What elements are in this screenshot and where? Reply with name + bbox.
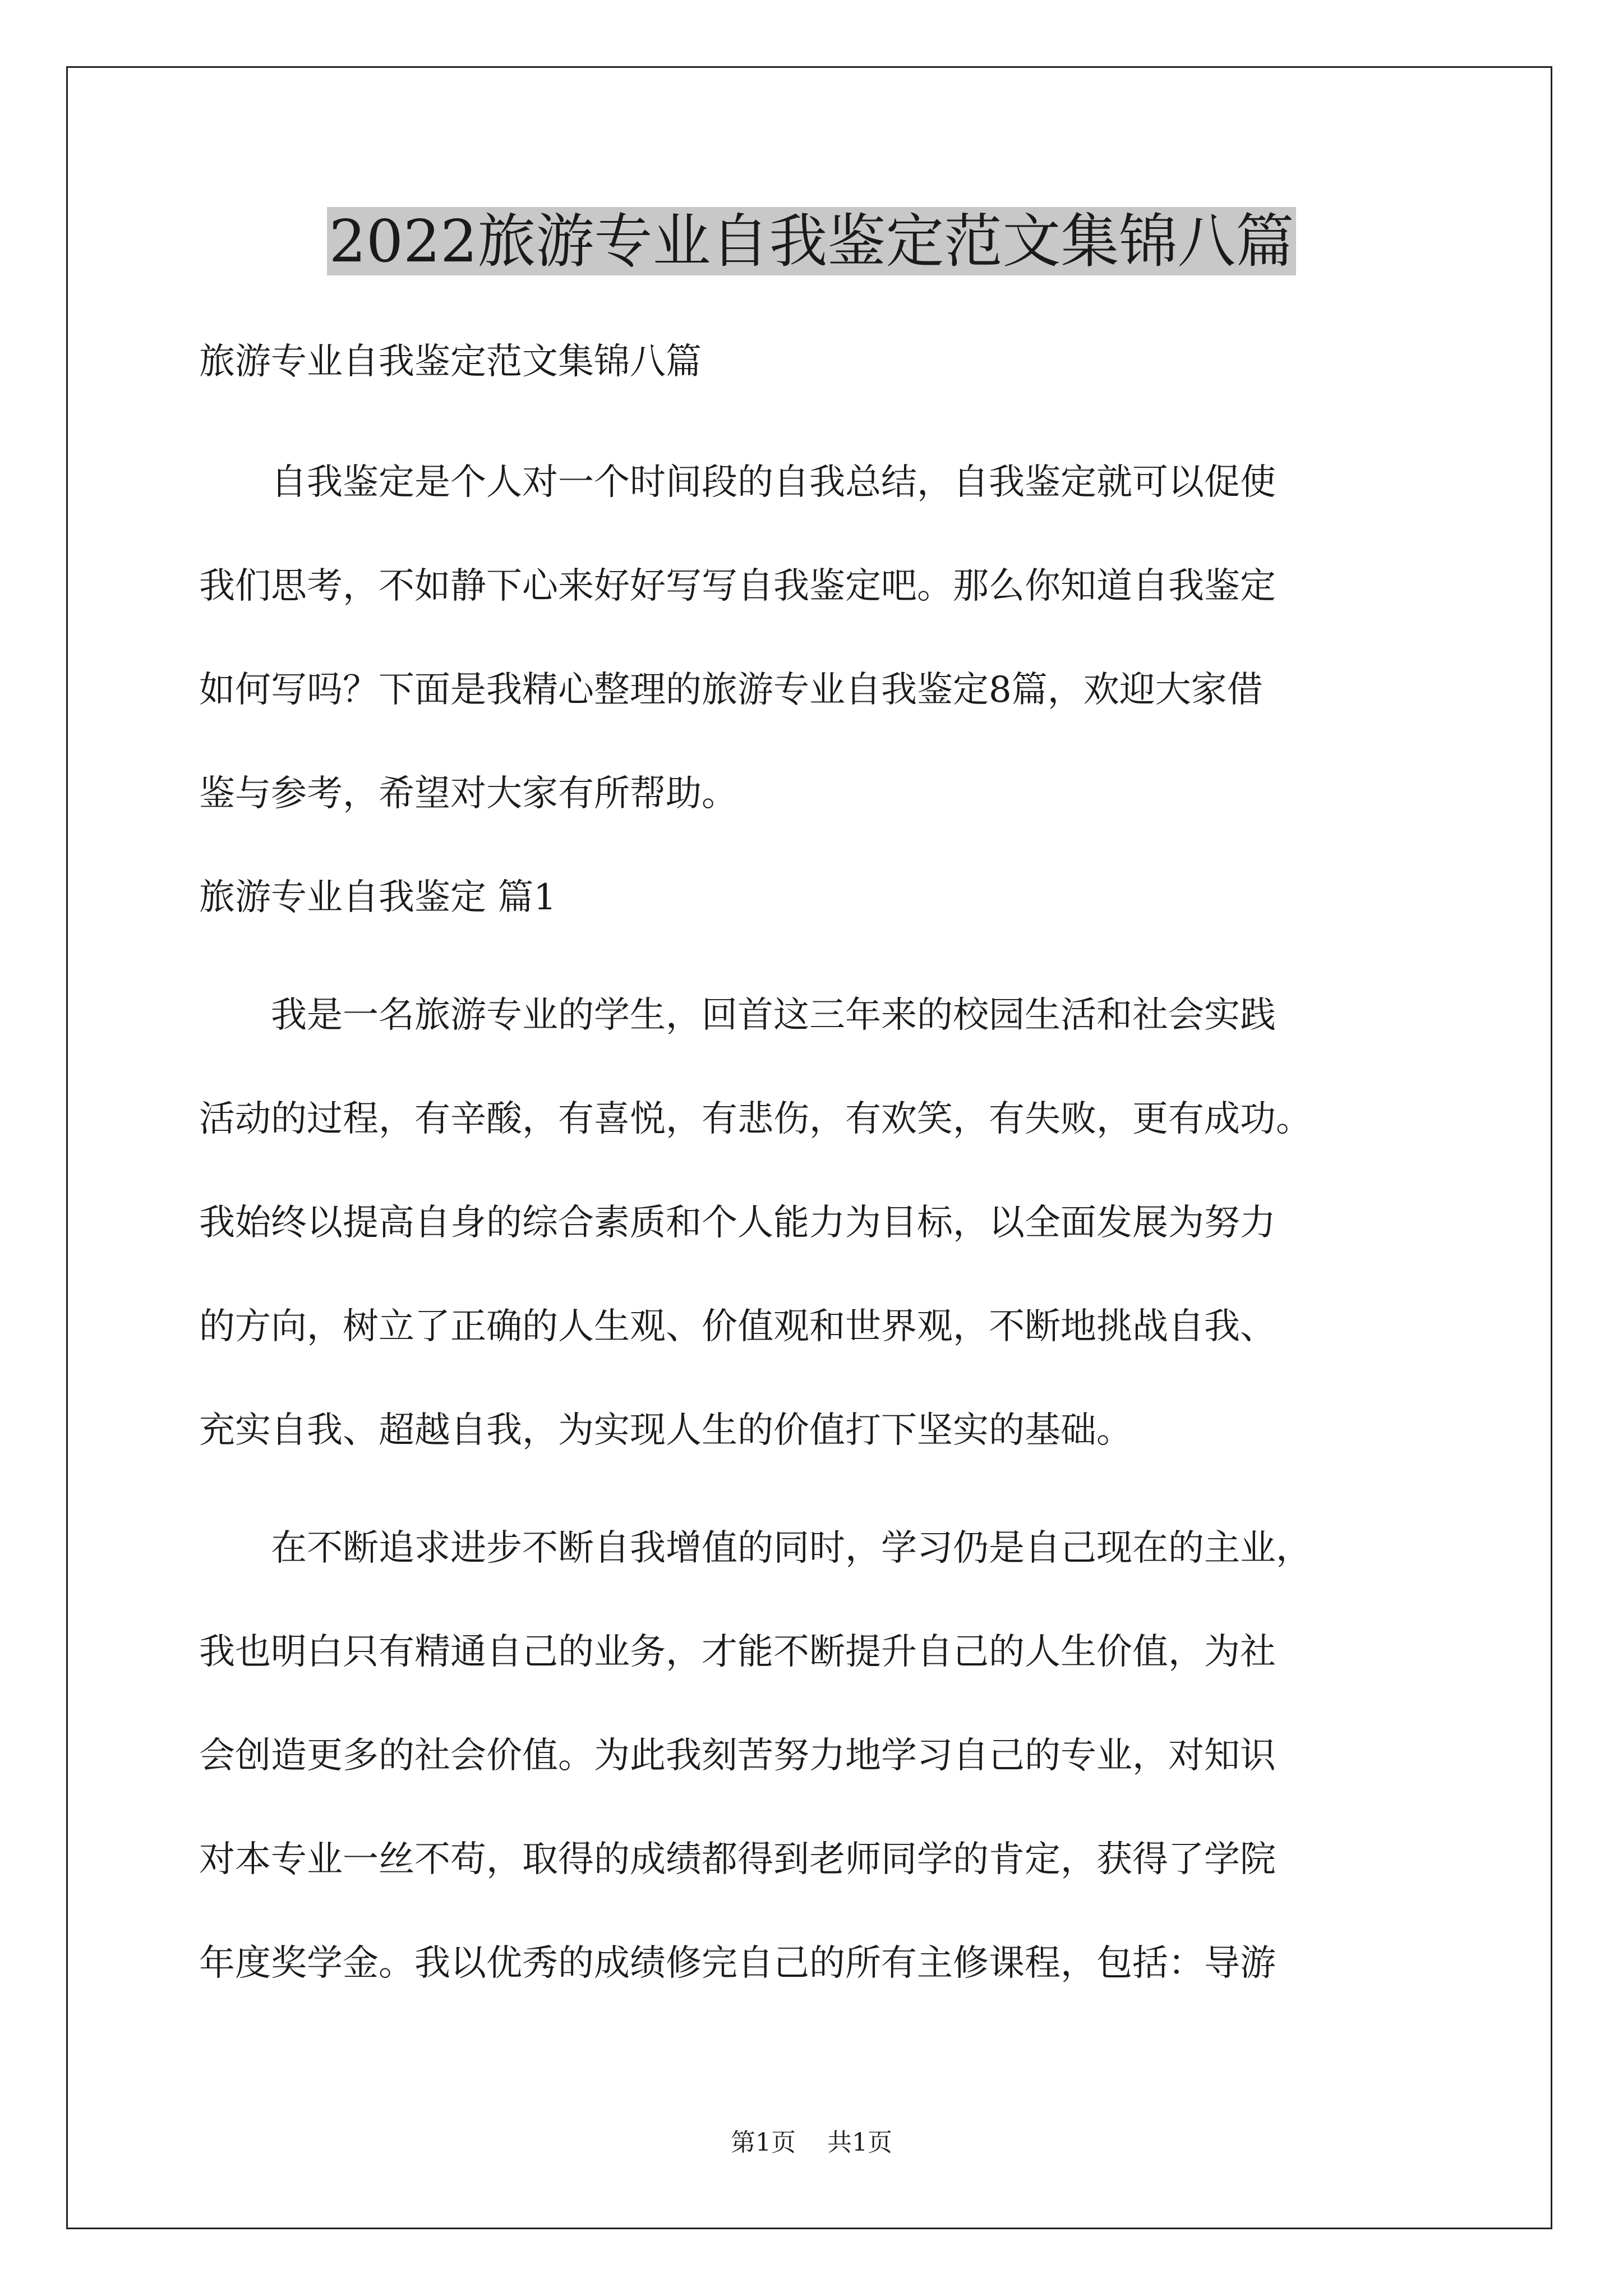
paragraph-line: 对本专业一丝不苟，取得的成绩都得到老师同学的肯定，获得了学院 xyxy=(199,1839,1276,1880)
page-footer xyxy=(0,2126,1623,2160)
paragraph-line: 鉴与参考，希望对大家有所帮助。 xyxy=(199,773,737,815)
paragraph-line: 我是一名旅游专业的学生，回首这三年来的校园生活和社会实践 xyxy=(199,995,1276,1036)
paragraph-line: 充实自我、超越自我，为实现人生的价值打下坚实的基础。 xyxy=(199,1410,1132,1451)
paragraph-line: 的方向，树立了正确的人生观、价值观和世界观，不断地挑战自我、 xyxy=(199,1306,1276,1347)
page-number: 第1页 共1页 xyxy=(731,2128,892,2157)
paragraph-line: 我始终以提高自身的综合素质和个人能力为目标，以全面发展为努力 xyxy=(199,1202,1276,1244)
paragraph-line: 自我鉴定是个人对一个时间段的自我总结，自我鉴定就可以促使 xyxy=(199,462,1276,503)
section-heading: 旅游专业自我鉴定 篇1 xyxy=(199,877,557,918)
page-border xyxy=(66,66,1552,2229)
paragraph-line: 在不断追求进步不断自我增值的同时，学习仍是自己现在的主业， xyxy=(199,1527,1312,1569)
paragraph-line: 会创造更多的社会价值。为此我刻苦努力地学习自己的专业，对知识 xyxy=(199,1735,1276,1777)
paragraph-line: 我也明白只有精通自己的业务，才能不断提升自己的人生价值，为社 xyxy=(199,1631,1276,1673)
document-title-text: 2022旅游专业自我鉴定范文集锦八篇 xyxy=(327,207,1297,275)
paragraph-line: 我们思考，不如静下心来好好写写自我鉴定吧。那么你知道自我鉴定 xyxy=(199,565,1276,607)
paragraph-line: 年度奖学金。我以优秀的成绩修完自己的所有主修课程，包括：导游 xyxy=(199,1943,1276,1984)
paragraph-line: 活动的过程，有辛酸，有喜悦，有悲伤，有欢笑，有失败，更有成功。 xyxy=(199,1098,1312,1140)
document-title xyxy=(0,202,1623,280)
paragraph-line: 如何写吗？下面是我精心整理的旅游专业自我鉴定8篇，欢迎大家借 xyxy=(199,669,1263,711)
doc-subtitle-line: 旅游专业自我鉴定范文集锦八篇 xyxy=(199,341,702,383)
